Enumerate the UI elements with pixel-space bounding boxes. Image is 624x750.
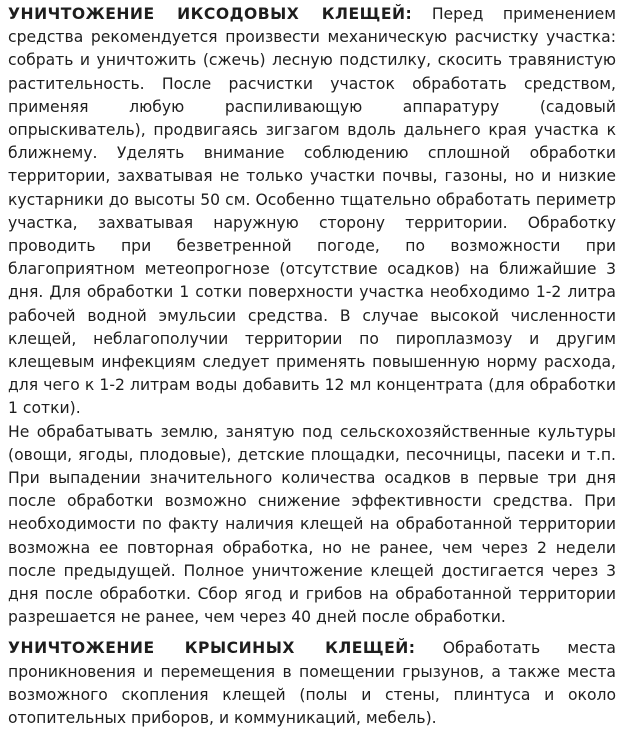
instruction-document (8, 3, 616, 730)
rat-mites-paragraph (8, 637, 616, 730)
rat-mites-text: Обработать места проникновения и перемещения в помещении грызунов, а также места возможного скопления клещей (полы и стены, плинтуса и около отопительных приборов, и коммуникаций, мебель). (8, 639, 616, 728)
ixodid-ticks-restrictions-text: Не обрабатывать землю, занятую под сельскохозяйственные культуры (овощи, ягоды, плодовые), детские площадки, песочницы, пасеки и т.п. При выпадении значительного количества осадков в первые три дня после обработки возможно снижение эффективности средства. При необходимости по факту наличия клещей на обработанной территории возможна ее повторная обработка, но не ранее, чем через 2 недели после предыдущей. Полное уничтожение клещей достигается через 3 дня после обработки. Сбор ягод и грибов на обработанной территории разрешается не ранее, чем через 40 дней после обработки. (8, 422, 616, 627)
ixodid-ticks-paragraph (8, 3, 616, 421)
ixodid-ticks-heading: УНИЧТОЖЕНИЕ ИКСОДОВЫХ КЛЕЩЕЙ: (8, 5, 413, 23)
ixodid-ticks-text: Перед применением средства рекомендуется произвести механическую расчистку участка: собрать и уничтожить (сжечь) лесную подстилку, скосить травянистую растительность. После расчистки участок обработать средством, применяя любую распиливающую аппаратуру (садовый опрыскиватель), продвигаясь зигзагом вдоль дальнего края участка к ближнему. Уделять внимание соблюдению сплошной обработки территории, захватывая не только участки почвы, газоны, но и низкие кустарники до высоты 50 см. Особенно тщательно обработать периметр участка, захватывая наружную сторону территории. Обработку проводить при безветренной погоде, по возможности при благоприятном метеопрогнозе (отсутствие осадков) на ближайшие 3 дня. Для обработки 1 сотки поверхности участка необходимо 1-2 литра рабочей водной эмульсии средства. В случае высокой численности клещей, неблагополучии территории по пироплазмозу и другим клещевым инфекциям следует применять повышенную норму расхода, для чего к 1-2 литрам воды добавить 12 мл концентрата (для обработки 1 сотки). (8, 5, 616, 418)
ixodid-ticks-restrictions-paragraph (8, 421, 616, 630)
rat-mites-heading: УНИЧТОЖЕНИЕ КРЫСИНЫХ КЛЕЩЕЙ: (8, 639, 416, 658)
